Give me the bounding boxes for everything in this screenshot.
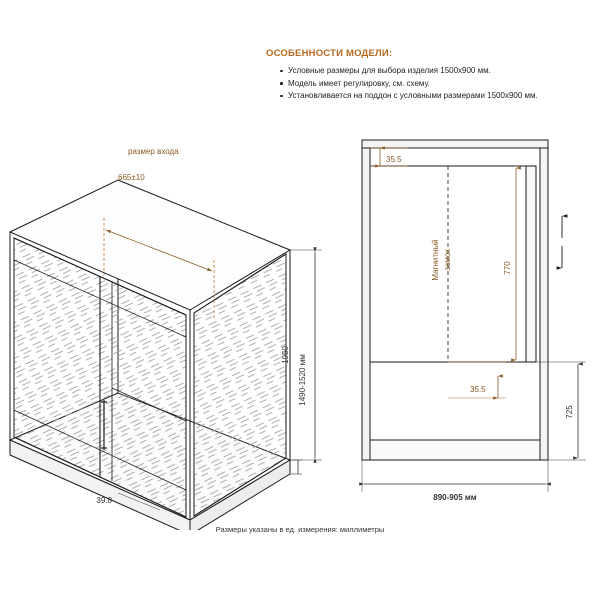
magnet-lock-label-line2: замок <box>443 249 452 271</box>
units-caption: Размеры указаны в ед. измерения: миллиметры <box>215 525 385 534</box>
base-height-label: 39.8 <box>96 496 112 505</box>
height-value-label: 1950 <box>281 346 290 364</box>
list-item: Условные размеры для выбора изделия 1500х900 мм. <box>280 65 586 77</box>
gap-top-label: 35.5 <box>386 155 402 164</box>
entry-label: размер входа <box>128 147 179 156</box>
gap-bottom-label: 35.5 <box>470 385 486 394</box>
entry-value: 665±10 <box>118 173 145 182</box>
height-range-label: 1490-1520 мм <box>298 354 307 406</box>
side-depth-label: 725 <box>565 405 574 419</box>
left-perspective-view <box>0 110 340 530</box>
width-label: 890-905 мм <box>433 493 477 502</box>
magnet-lock-label-line1: Магнитный <box>431 239 440 281</box>
width-dimension <box>362 460 548 492</box>
inner-depth-label: 770 <box>503 261 512 275</box>
list-item: Установливается на поддон с условными размерами 1500х900 мм. <box>280 90 586 102</box>
list-item: Модель имеет регулировку, см. схему. <box>280 78 586 90</box>
top-view-plan <box>330 120 600 520</box>
features-block <box>266 48 586 103</box>
features-title: ОСОБЕННОСТИ МОДЕЛИ: <box>266 48 393 59</box>
features-list <box>266 65 586 102</box>
